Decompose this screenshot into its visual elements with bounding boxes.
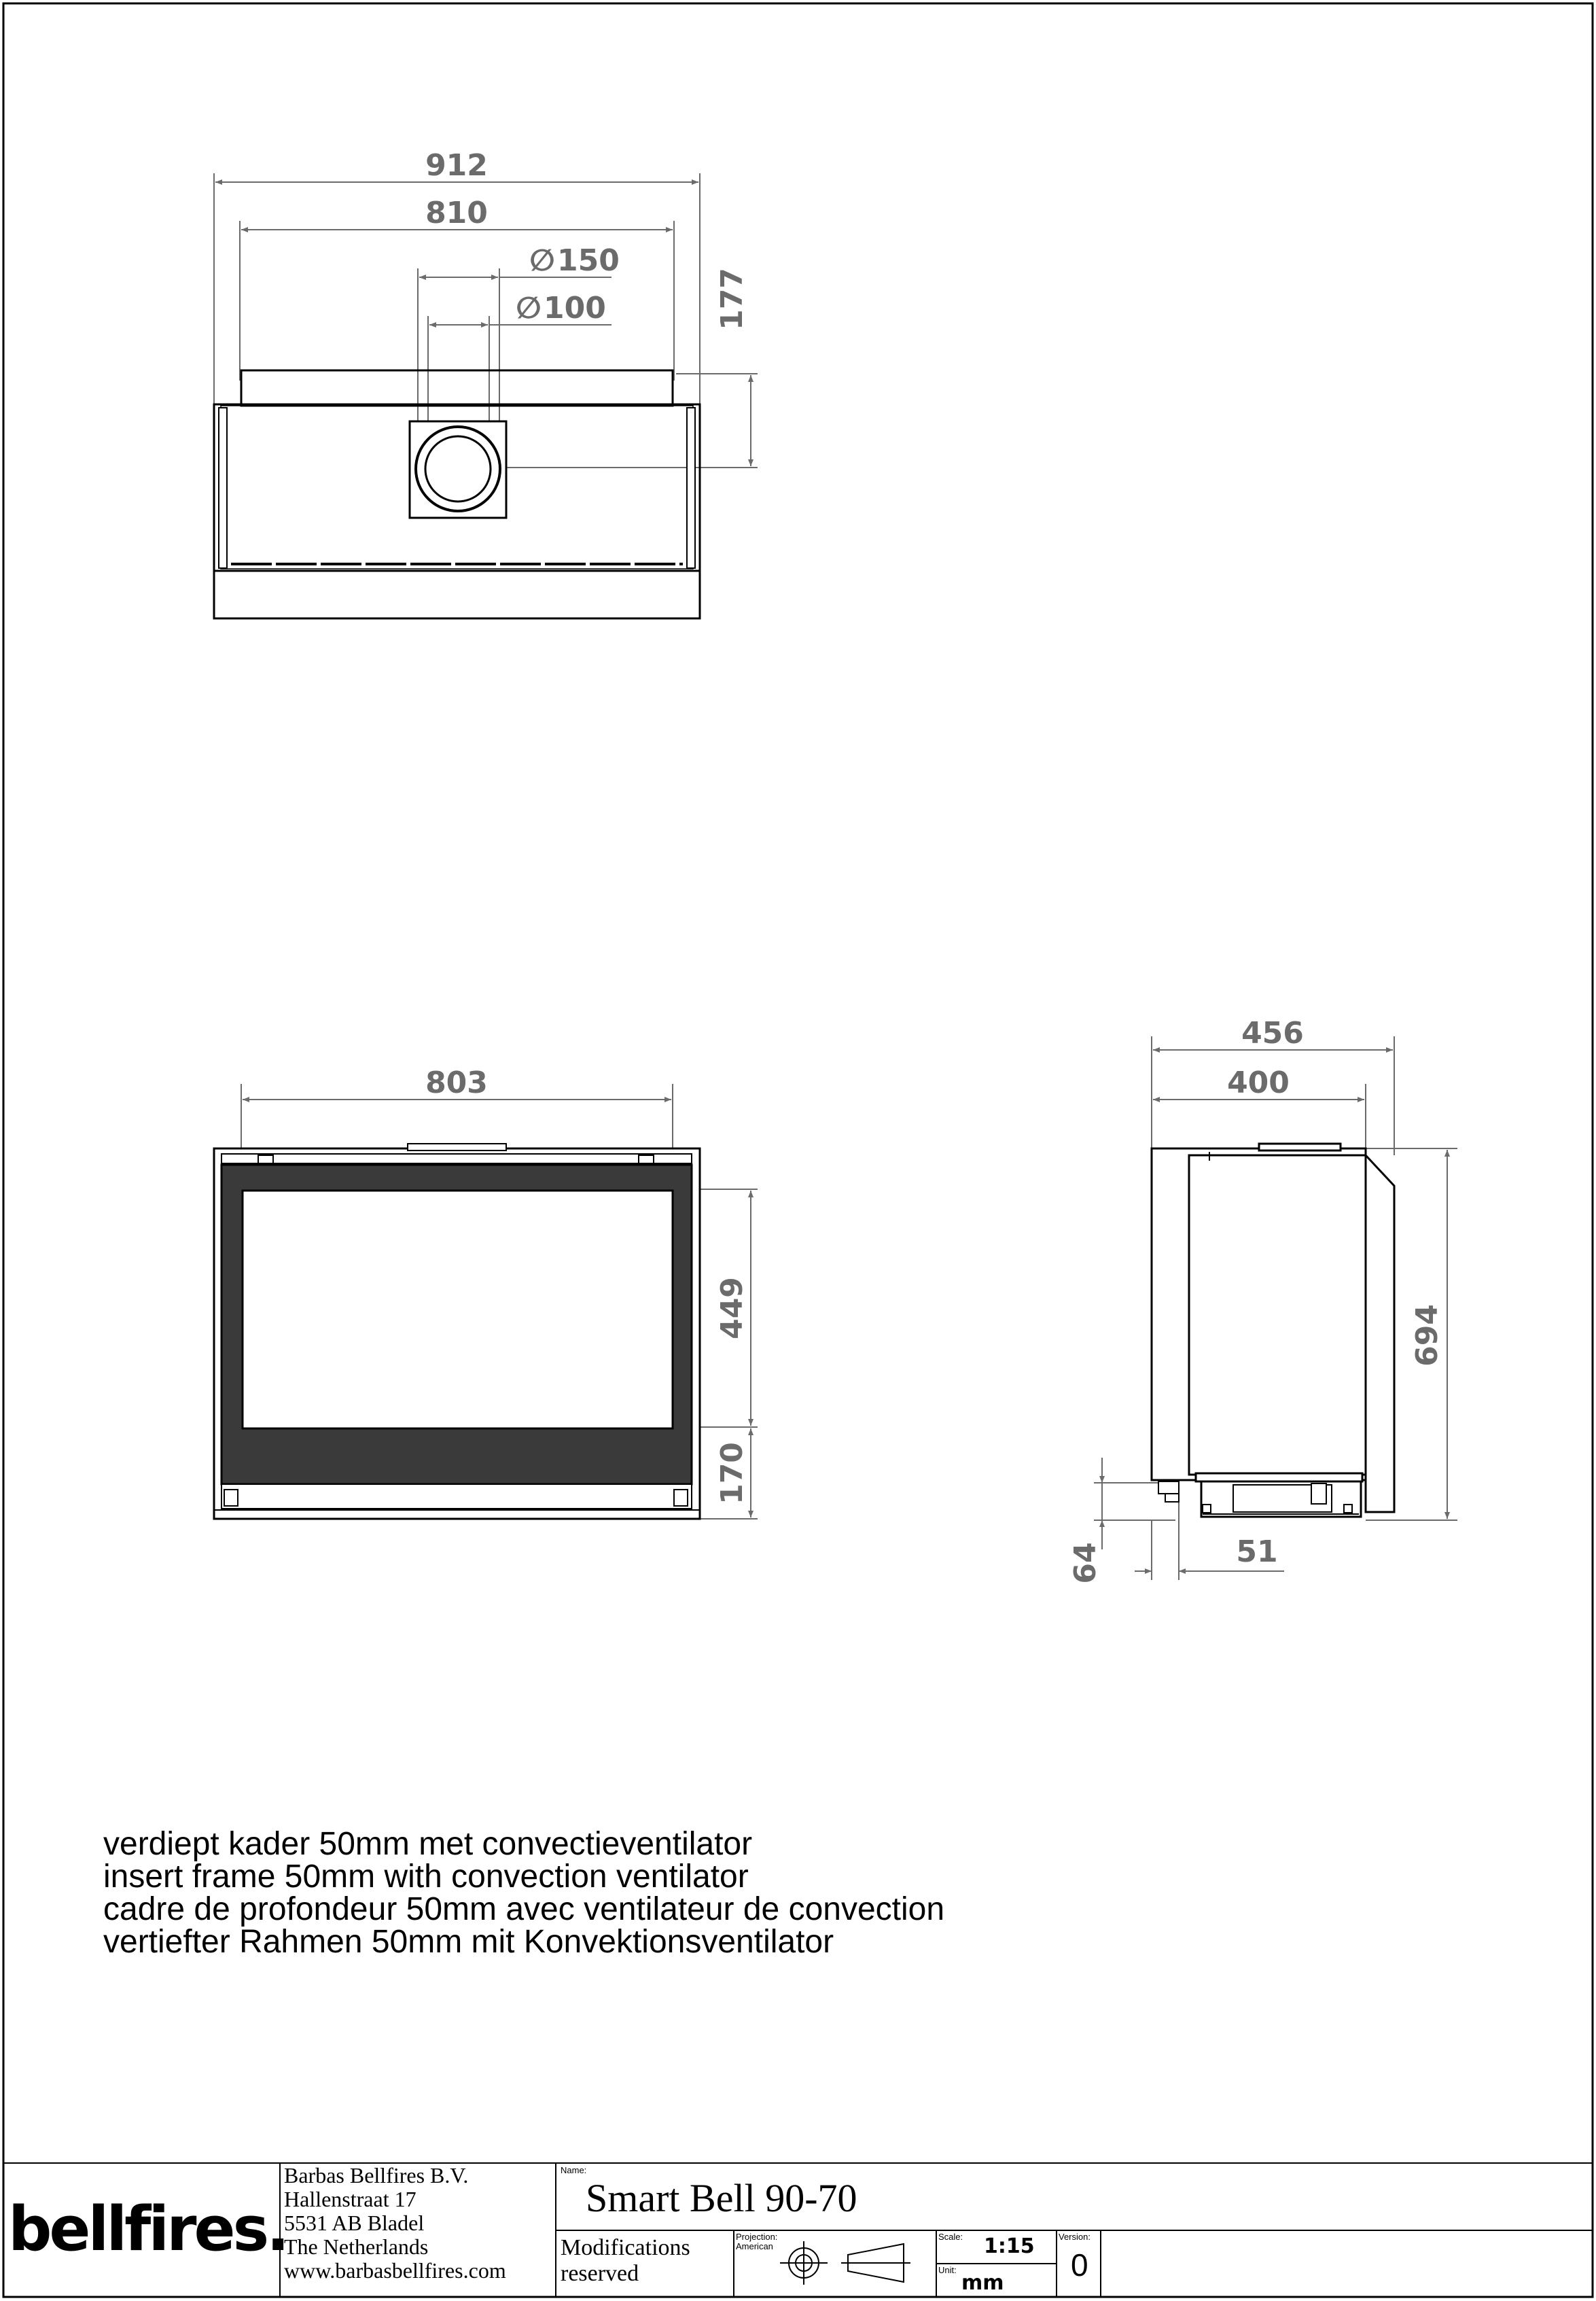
dim-449: 449 [715, 1277, 749, 1339]
unit-value: mm [961, 2271, 1004, 2295]
modifications-line1: Modifications [561, 2235, 690, 2260]
scale-value: 1:15 [984, 2234, 1035, 2258]
top-view [214, 148, 758, 618]
dim-456: 456 [1241, 1016, 1304, 1051]
product-name: Smart Bell 90-70 [586, 2176, 857, 2220]
dim-177: 177 [715, 268, 749, 330]
version-value: 0 [1071, 2247, 1088, 2283]
name-label: Name: [561, 2165, 587, 2175]
company-name: Barbas Bellfires B.V. [284, 2163, 469, 2188]
dim-51: 51 [1236, 1534, 1278, 1569]
note-en: insert frame 50mm with convection ventilator [103, 1859, 749, 1895]
diameter-symbol-100: ∅ [516, 291, 542, 326]
scale-label: Scale: [938, 2232, 963, 2242]
projection-symbol-icon [780, 2241, 910, 2285]
notes-block [103, 1828, 944, 1959]
company-address [284, 2164, 506, 2283]
dim-912: 912 [425, 148, 488, 183]
projection-label: Projection: [736, 2232, 778, 2242]
dim-810: 810 [425, 196, 488, 230]
company-city: 5531 AB Bladel [284, 2211, 425, 2235]
unit-label: Unit: [938, 2265, 957, 2275]
bellfires-logo: bellfires. [8, 2194, 287, 2265]
modifications-line2: reserved [561, 2261, 639, 2286]
dim-150: 150 [557, 243, 620, 278]
diameter-symbol-150: ∅ [529, 243, 555, 278]
version-label: Version: [1059, 2232, 1090, 2242]
dim-64: 64 [1068, 1542, 1103, 1584]
side-view [1068, 1016, 1457, 1584]
dim-170: 170 [715, 1442, 749, 1505]
glass-window [243, 1191, 673, 1428]
front-view [214, 1066, 758, 1519]
note-fr: cadre de profondeur 50mm avec ventilateur de convection [103, 1891, 945, 1927]
company-website[interactable]: www.barbasbellfires.com [284, 2258, 506, 2283]
company-country: The Netherlands [284, 2234, 429, 2259]
company-street: Hallenstraat 17 [284, 2187, 416, 2211]
dim-694: 694 [1410, 1304, 1444, 1367]
note-nl: verdiept kader 50mm met convectieventilator [103, 1826, 753, 1862]
projection-value: American [736, 2241, 773, 2251]
dim-803: 803 [425, 1066, 488, 1100]
dim-100: 100 [544, 291, 606, 326]
note-de: vertiefter Rahmen 50mm mit Konvektionsventilator [103, 1924, 834, 1960]
dim-400: 400 [1227, 1066, 1290, 1100]
